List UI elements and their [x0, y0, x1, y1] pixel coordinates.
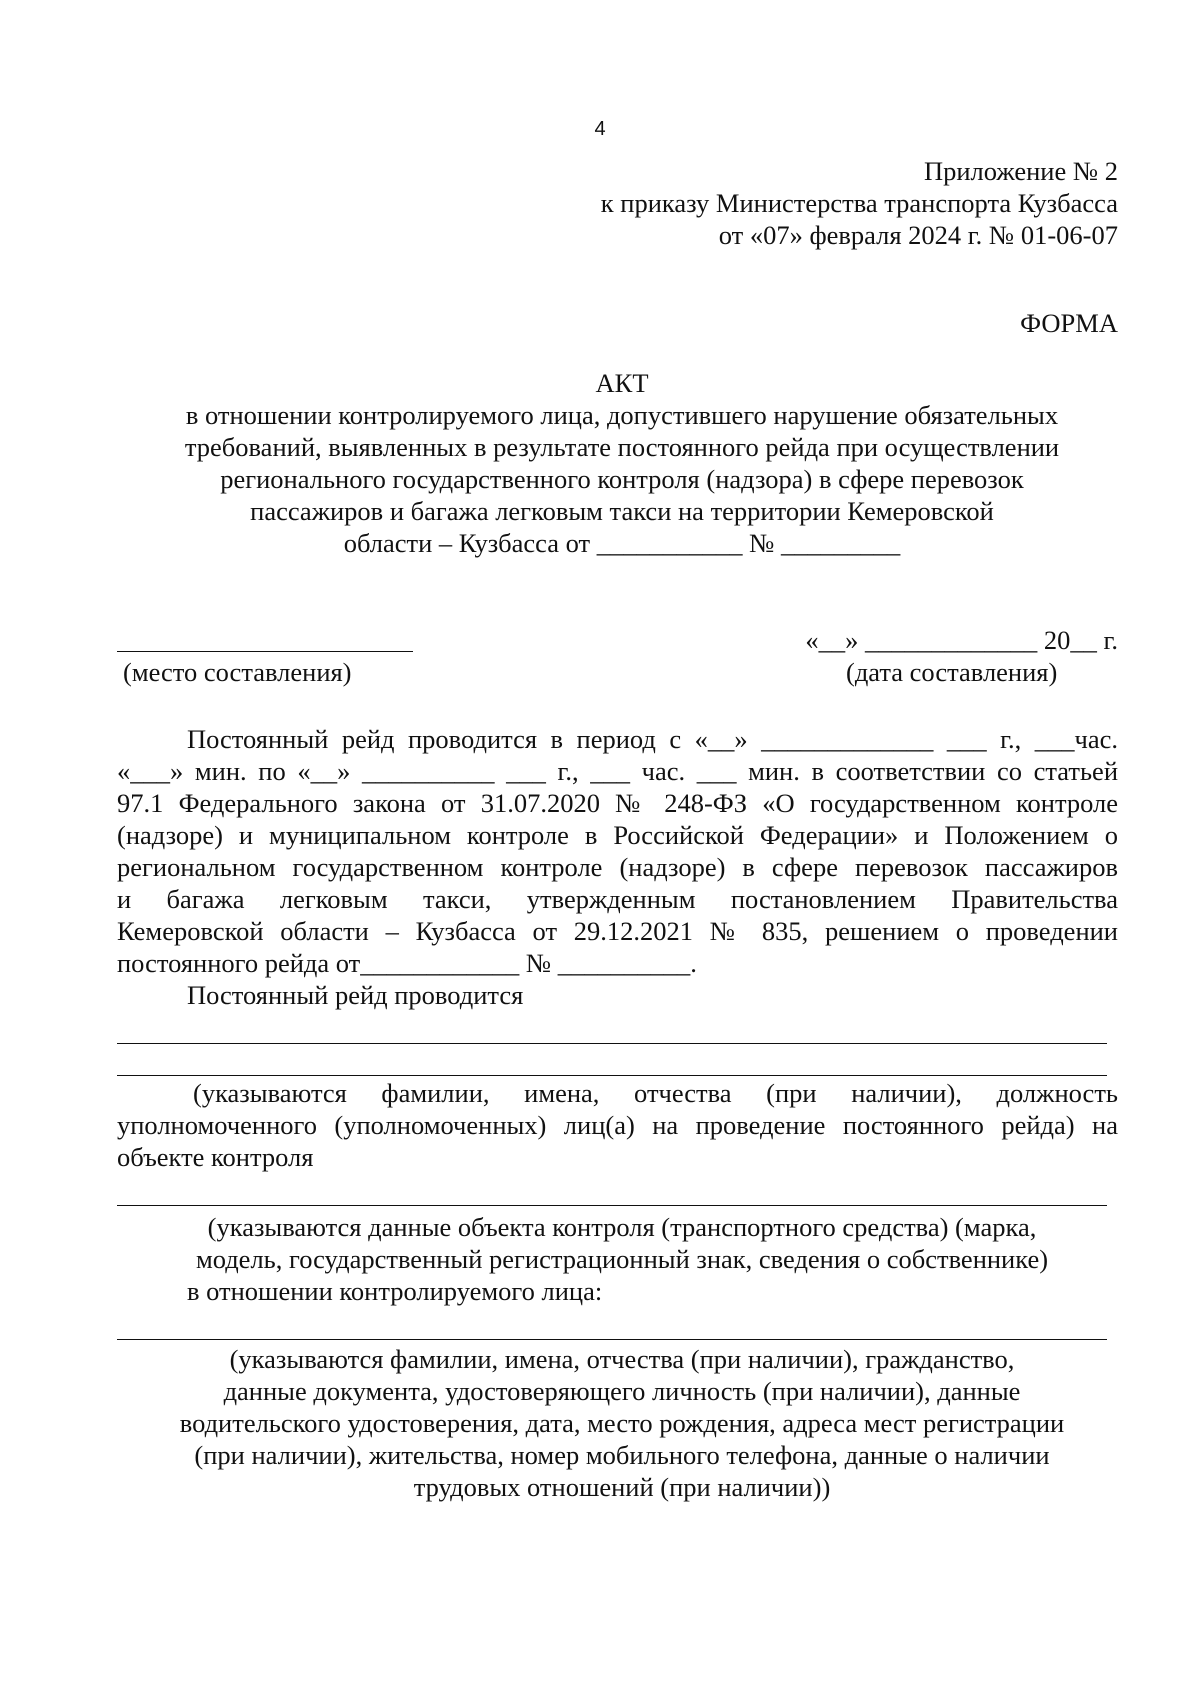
paragraph-line: Кемеровской области – Кузбасса от 29.12.2021 № 835, решением о проведении [117, 916, 1118, 946]
paragraph-line: Постоянный рейд проводится в период с «__» _____________ ___ г., ___час. [187, 724, 1118, 754]
paragraph-line: 97.1 Федерального закона от 31.07.2020 № 248-ФЗ «О государственном контроле [117, 788, 1118, 818]
place-caption: (место составления) [123, 657, 352, 687]
controlled-person-label: в отношении контролируемого лица: [187, 1276, 603, 1306]
document-title: АКТ [595, 368, 649, 398]
paragraph-line: (надзоре) и муниципальном контроле в Российской Федерации» и Положением о [117, 820, 1118, 850]
note-line: данные документа, удостоверяющего личность (при наличии), данные [223, 1376, 1021, 1406]
title-line: регионального государственного контроля (надзора) в сфере перевозок [220, 464, 1024, 494]
fill-line [117, 1205, 1107, 1206]
note-line: водительского удостоверения, дата, место рождения, адреса мест регистрации [179, 1408, 1065, 1438]
note-line: объекте контроля [117, 1142, 314, 1172]
paragraph-line: и багажа легковым такси, утвержденным постановлением Правительства [117, 884, 1118, 914]
note-line: трудовых отношений (при наличии)) [413, 1472, 831, 1502]
paragraph-line: региональном государственном контроле (надзоре) в сфере перевозок пассажиров [117, 852, 1118, 882]
paragraph-line: постоянного рейда от____________ № __________. [117, 948, 697, 978]
note-line: (указываются фамилии, имена, отчества (при наличии), должность [193, 1078, 1118, 1108]
paragraph-line: «___» мин. по «__» __________ ___ г., ___ час. ___ мин. в соответствии со статьей [117, 756, 1118, 786]
note-line: уполномоченного (уполномоченных) лиц(а) на проведение постоянного рейда) на [117, 1110, 1118, 1140]
annex-order-ref: к приказу Министерства транспорта Кузбасса [600, 188, 1118, 218]
date-blank: «__» _____________ 20__ г. [805, 625, 1118, 655]
fill-line [117, 1339, 1107, 1340]
title-line: области – Кузбасса от ___________ № _________ [343, 528, 901, 558]
annex-order-date: от «07» февраля 2024 г. № 01-06-07 [718, 220, 1118, 250]
paragraph-raid-conducted: Постоянный рейд проводится [187, 980, 524, 1010]
annex-number: Приложение № 2 [923, 156, 1118, 186]
title-line: пассажиров и багажа легковым такси на территории Кемеровской [250, 496, 994, 526]
forma-label: ФОРМА [1020, 308, 1118, 338]
note-line: (при наличии), жительства, номер мобильного телефона, данные о наличии [194, 1440, 1050, 1470]
page-number: 4 [594, 118, 606, 140]
fill-line [117, 1043, 1107, 1044]
place-blank-line [117, 651, 413, 652]
note-line: модель, государственный регистрационный знак, сведения о собственнике) [195, 1244, 1049, 1274]
note-line: (указываются данные объекта контроля (транспортного средства) (марка, [207, 1212, 1037, 1242]
note-line: (указываются фамилии, имена, отчества (при наличии), гражданство, [229, 1344, 1015, 1374]
title-line: требований, выявленных в результате постоянного рейда при осуществлении [184, 432, 1060, 462]
title-line: в отношении контролируемого лица, допустившего нарушение обязательных [185, 400, 1059, 430]
fill-line [117, 1075, 1107, 1076]
date-caption: (дата составления) [846, 657, 1058, 687]
